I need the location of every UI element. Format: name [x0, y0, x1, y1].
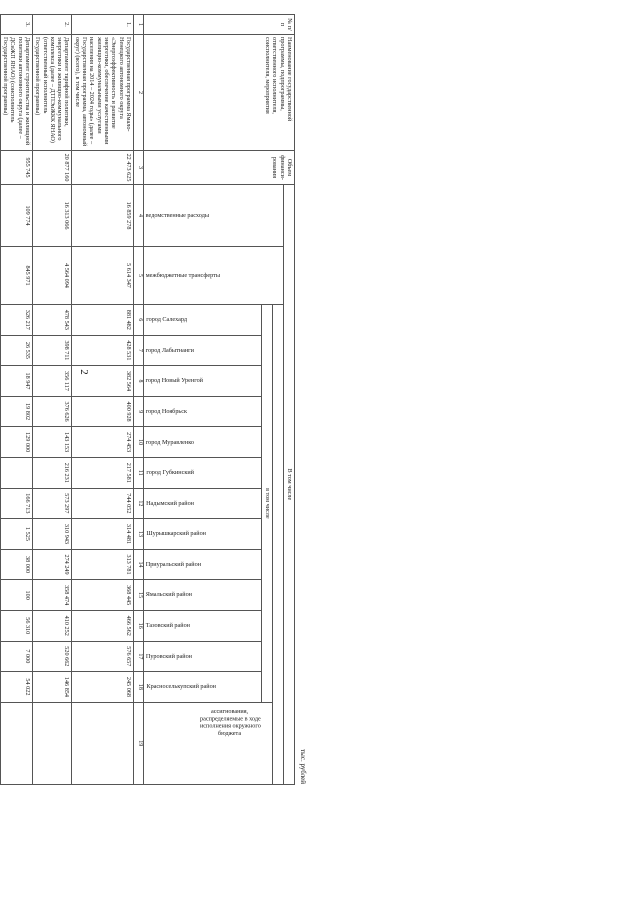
row-municipality-value: 573 297 [32, 488, 72, 519]
row-name: Департамент строительства и жилищной политики автономного округа (далее – ДСиЖП ЯНАО) (соисполнитель Государственной программы) [0, 35, 32, 151]
row-municipality-value: 744 052 [72, 488, 134, 519]
col-number: 12 [134, 488, 144, 519]
row-dept: 109 774 [0, 185, 32, 247]
header-including: в том числе [262, 305, 273, 703]
col-number: 18 [134, 672, 144, 703]
header-transfers: межбюджетные трансферты [144, 247, 284, 305]
header-municipality: город Салехард [144, 305, 262, 336]
row-volume: 22 473 625 [72, 151, 134, 185]
header-municipality: город Лабытнанги [144, 335, 262, 366]
col-number: 15 [134, 580, 144, 611]
row-municipality-value: 358 474 [32, 580, 72, 611]
row-municipality-value: 18 947 [0, 366, 32, 397]
col-number: 3 [134, 151, 144, 185]
header-in-that-number: В том числе [284, 185, 295, 785]
header-municipality: Тазовский район [144, 610, 262, 641]
row-municipality-value: 410 252 [32, 610, 72, 641]
row-municipality-value: 478 543 [32, 305, 72, 336]
row-municipality-value: 313 781 [72, 549, 134, 580]
row-num: 3. [0, 15, 32, 35]
header-name: Наименование государственной программы, подпрограммы, ответственного исполнителя, соисполнителя, мероприятия [144, 35, 295, 151]
header-municipality: город Ноябрьск [144, 396, 262, 427]
row-name: Государственная программа Ямало-Ненецкого автономного округа «Энергоэффективность и развитие энергетики, обеспечение качественными жилищно-коммунальными услугами населения на 2014 – 2024 годы» (далее – Государственная программа, автономный округ) (всего), в том числе [72, 35, 134, 151]
row-unallocated [72, 702, 134, 784]
rotated-table-block [2, 14, 307, 784]
row-municipality-value: 38 000 [0, 549, 32, 580]
row-municipality-value: 245 068 [72, 672, 134, 703]
header-municipality: город Муравленко [144, 427, 262, 458]
row-municipality-value: 520 662 [32, 641, 72, 672]
header-spacer [273, 305, 284, 785]
row-dept: 16 313 066 [32, 185, 72, 247]
col-number: 13 [134, 519, 144, 550]
row-municipality-value: 100 [0, 580, 32, 611]
col-number: 10 [134, 427, 144, 458]
table-row [72, 15, 134, 785]
col-number: 4 [134, 185, 144, 247]
row-unallocated [32, 702, 72, 784]
col-number: 9 [134, 396, 144, 427]
col-number: 7 [134, 335, 144, 366]
financing-table [0, 14, 295, 785]
row-municipality-value: 129 000 [0, 427, 32, 458]
row-municipality-value: 143 153 [32, 427, 72, 458]
row-municipality-value: 356 117 [32, 366, 72, 397]
row-municipality-value: 19 802 [0, 396, 32, 427]
row-municipality-value: 274 453 [72, 427, 134, 458]
row-municipality-value: 326 217 [0, 305, 32, 336]
row-municipality-value: 466 562 [72, 610, 134, 641]
row-municipality-value: 1 525 [0, 519, 32, 550]
row-volume: 20 877 160 [32, 151, 72, 185]
row-num: 1. [72, 15, 134, 35]
row-municipality-value: 274 249 [32, 549, 72, 580]
header-municipality: город Новый Уренгой [144, 366, 262, 397]
header-unallocated: ассигнования, распределяемые в ходе исполнения окружного бюджета [144, 702, 273, 784]
row-municipality-value: 576 657 [72, 641, 134, 672]
row-transfers: 4 564 094 [32, 247, 72, 305]
row-municipality-value: 400 928 [72, 396, 134, 427]
row-municipality-value: 368 445 [72, 580, 134, 611]
table-row [0, 15, 32, 785]
row-transfers: 845 971 [0, 247, 32, 305]
row-municipality-value: 382 564 [72, 366, 134, 397]
row-municipality-value: 56 310 [0, 610, 32, 641]
col-number: 2 [134, 35, 144, 151]
header-municipality: Надымский район [144, 488, 262, 519]
row-volume: 955 745 [0, 151, 32, 185]
header-municipality: Красноселькупский район [144, 672, 262, 703]
row-municipality-value: 7 000 [0, 641, 32, 672]
row-municipality-value [0, 457, 32, 488]
header-dept: ведомственные расходы [144, 185, 284, 247]
page-number: 2 [78, 369, 90, 375]
unit-label: тыс. рублей [299, 749, 307, 784]
header-municipality: город Губкинский [144, 457, 262, 488]
row-municipality-value: 398 711 [32, 335, 72, 366]
header-volume: Объем финанси-рования [144, 151, 295, 185]
col-number: 11 [134, 457, 144, 488]
header-municipality: Пуровский район [144, 641, 262, 672]
row-municipality-value: 376 626 [32, 396, 72, 427]
row-municipality-value: 26 535 [0, 335, 32, 366]
col-number: 19 [134, 702, 144, 784]
table-row [32, 15, 72, 785]
header-municipality: Шурышкарский район [144, 519, 262, 550]
row-unallocated [0, 702, 32, 784]
row-transfers: 5 614 347 [72, 247, 134, 305]
row-municipality-value: 166 713 [0, 488, 32, 519]
row-municipality-value: 146 854 [32, 672, 72, 703]
row-municipality-value: 428 531 [72, 335, 134, 366]
col-number: 6 [134, 305, 144, 336]
column-number-row [134, 15, 144, 785]
row-num: 2. [32, 15, 72, 35]
header-municipality: Ямальский район [144, 580, 262, 611]
row-municipality-value: 54 022 [0, 672, 32, 703]
col-number: 14 [134, 549, 144, 580]
header-municipality: Приуральский район [144, 549, 262, 580]
col-number: 16 [134, 610, 144, 641]
row-municipality-value: 310 943 [32, 519, 72, 550]
row-dept: 16 859 278 [72, 185, 134, 247]
col-number: 1 [134, 15, 144, 35]
row-municipality-value: 217 581 [72, 457, 134, 488]
col-number: 5 [134, 247, 144, 305]
table-body [0, 15, 134, 785]
col-number: 8 [134, 366, 144, 397]
col-number: 17 [134, 641, 144, 672]
row-name: Департамент тарифной политики, энергетики и жилищно-коммунального комплекса (далее – ДТПЭиЖКК ЯНАО) (ответственный исполнитель Государственной программы) [32, 35, 72, 151]
row-municipality-value: 314 481 [72, 519, 134, 550]
row-municipality-value: 881 482 [72, 305, 134, 336]
header-num: № п/п [144, 15, 295, 35]
row-municipality-value: 216 231 [32, 457, 72, 488]
